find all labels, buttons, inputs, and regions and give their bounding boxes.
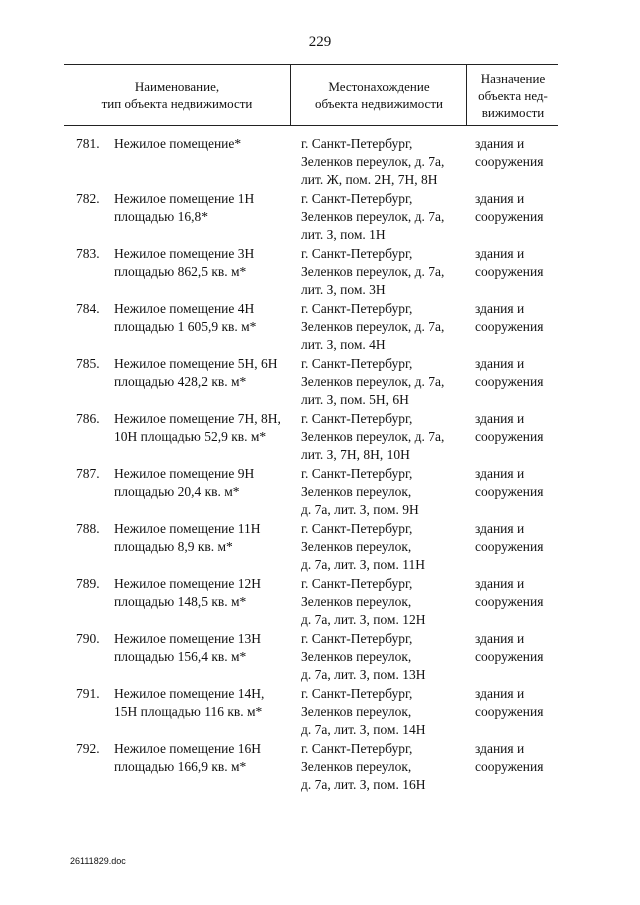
- row-location: г. Санкт-Петербург, Зеленков переулок, д. 7а, лит. З, пом. 12Н: [301, 576, 426, 627]
- table-row: [0, 685, 640, 739]
- row-number: 788.: [76, 521, 100, 536]
- table-row: [0, 135, 640, 189]
- header-name-text: Наименование, тип объекта недвижимости: [101, 79, 253, 111]
- row-name: Нежилое помещение 5Н, 6Н площадью 428,2 кв. м*: [114, 356, 278, 389]
- row-number: 789.: [76, 576, 100, 591]
- footer-document-code: 26111829.doc: [70, 856, 126, 866]
- row-name: Нежилое помещение 1Н площадью 16,8*: [114, 191, 255, 224]
- row-location: г. Санкт-Петербург, Зеленков переулок, д. 7а, лит. З, пом. 13Н: [301, 631, 426, 682]
- row-location: г. Санкт-Петербург, Зеленков переулок, д. 7а, лит. З, пом. 5Н, 6Н: [301, 356, 445, 407]
- row-number: 787.: [76, 466, 100, 481]
- table-row: [0, 190, 640, 244]
- header-purpose: [466, 65, 559, 125]
- header-location-text: Местонахождение объекта недвижимости: [315, 79, 443, 111]
- row-name: Нежилое помещение 13Н площадью 156,4 кв. м*: [114, 631, 262, 664]
- row-name: Нежилое помещение 12Н площадью 148,5 кв. м*: [114, 576, 262, 609]
- row-location: г. Санкт-Петербург, Зеленков переулок, д. 7а, лит. З, пом. 3Н: [301, 246, 445, 297]
- row-number: 792.: [76, 741, 100, 756]
- row-purpose: здания и сооружения: [475, 576, 544, 609]
- row-purpose: здания и сооружения: [475, 411, 544, 444]
- row-name: Нежилое помещение 7Н, 8Н, 10Н площадью 52,9 кв. м*: [114, 411, 281, 444]
- row-location: г. Санкт-Петербург, Зеленков переулок, д. 7а, лит. Ж, пом. 2Н, 7Н, 8Н: [301, 136, 445, 187]
- row-location: г. Санкт-Петербург, Зеленков переулок, д. 7а, лит. З, пом. 14Н: [301, 686, 426, 737]
- table-row: [0, 520, 640, 574]
- page-number: 229: [308, 34, 332, 50]
- row-number: 781.: [76, 136, 100, 151]
- table-row: [0, 245, 640, 299]
- header-name: [64, 65, 290, 125]
- row-purpose: здания и сооружения: [475, 191, 544, 224]
- row-name: Нежилое помещение 3Н площадью 862,5 кв. м*: [114, 246, 255, 279]
- row-purpose: здания и сооружения: [475, 631, 544, 664]
- row-purpose: здания и сооружения: [475, 741, 544, 774]
- row-name: Нежилое помещение 14Н, 15Н площадью 116 кв. м*: [114, 686, 265, 719]
- row-name: Нежилое помещение 11Н площадью 8,9 кв. м*: [114, 521, 261, 554]
- row-location: г. Санкт-Петербург, Зеленков переулок, д. 7а, лит. З, пом. 4Н: [301, 301, 445, 352]
- table-header: [64, 64, 558, 126]
- header-location: [290, 65, 467, 125]
- header-purpose-text: Назначение объекта нед- вижимости: [478, 70, 548, 120]
- table-row: [0, 575, 640, 629]
- row-location: г. Санкт-Петербург, Зеленков переулок, д. 7а, лит. З, пом. 1Н: [301, 191, 445, 242]
- row-name: Нежилое помещение*: [114, 136, 242, 151]
- row-number: 786.: [76, 411, 100, 426]
- table-row: [0, 465, 640, 519]
- row-location: г. Санкт-Петербург, Зеленков переулок, д. 7а, лит. З, пом. 16Н: [301, 741, 426, 792]
- row-name: Нежилое помещение 4Н площадью 1 605,9 кв. м*: [114, 301, 257, 334]
- table-row: [0, 410, 640, 464]
- table-row: [0, 300, 640, 354]
- row-number: 782.: [76, 191, 100, 206]
- table-row: [0, 630, 640, 684]
- table-row: [0, 740, 640, 794]
- row-purpose: здания и сооружения: [475, 246, 544, 279]
- row-purpose: здания и сооружения: [475, 521, 544, 554]
- row-purpose: здания и сооружения: [475, 356, 544, 389]
- row-number: 783.: [76, 246, 100, 261]
- row-name: Нежилое помещение 16Н площадью 166,9 кв. м*: [114, 741, 262, 774]
- row-location: г. Санкт-Петербург, Зеленков переулок, д. 7а, лит. З, пом. 11Н: [301, 521, 425, 572]
- row-number: 791.: [76, 686, 100, 701]
- table-row: [0, 355, 640, 409]
- row-purpose: здания и сооружения: [475, 301, 544, 334]
- row-location: г. Санкт-Петербург, Зеленков переулок, д. 7а, лит. З, пом. 9Н: [301, 466, 419, 517]
- row-purpose: здания и сооружения: [475, 686, 544, 719]
- row-number: 785.: [76, 356, 100, 371]
- row-name: Нежилое помещение 9Н площадью 20,4 кв. м*: [114, 466, 255, 499]
- row-purpose: здания и сооружения: [475, 136, 544, 169]
- row-location: г. Санкт-Петербург, Зеленков переулок, д. 7а, лит. З, 7Н, 8Н, 10Н: [301, 411, 445, 462]
- row-number: 784.: [76, 301, 100, 316]
- row-number: 790.: [76, 631, 100, 646]
- row-purpose: здания и сооружения: [475, 466, 544, 499]
